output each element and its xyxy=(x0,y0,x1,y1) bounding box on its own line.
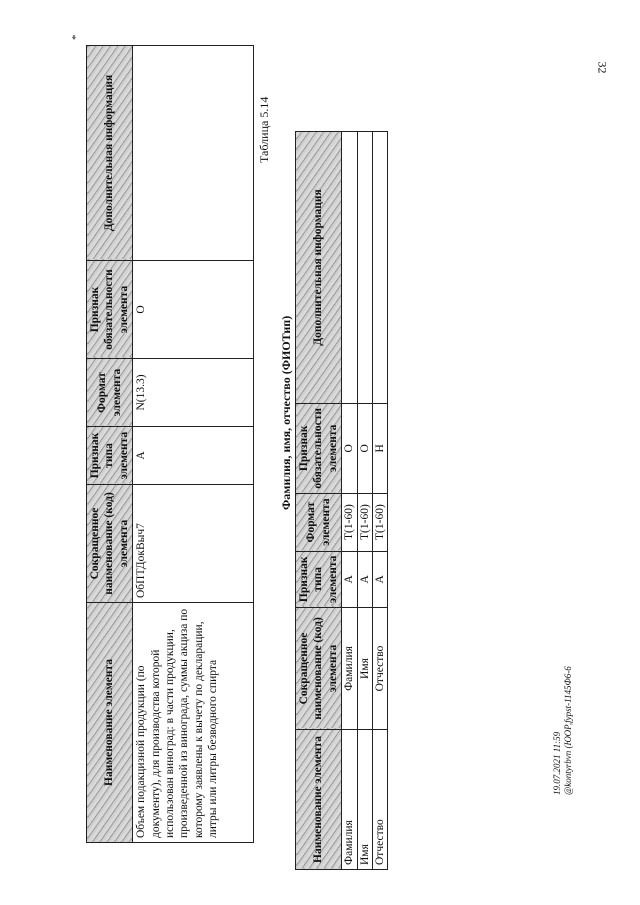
header-cell: Дополнительная информация xyxy=(296,132,342,404)
header-cell: Сокращенное наименование (код) элемента xyxy=(296,608,342,730)
table-cell xyxy=(357,132,372,404)
table-cell: Имя xyxy=(357,730,372,870)
section-title: Фамилия, имя, отчество (ФИОТип) xyxy=(279,315,293,510)
table-cell: Отчество xyxy=(372,730,387,870)
table-cell xyxy=(342,132,357,404)
stamp-line: @kontyrbvn (ЮОР,fypst-1145Ф6-6 xyxy=(562,666,573,795)
header-cell: Наименование элемента xyxy=(296,730,342,870)
table-row xyxy=(372,132,387,870)
table-cell: А xyxy=(372,551,387,607)
table-cell: А xyxy=(357,551,372,607)
table-cell: Н xyxy=(372,404,387,494)
table-cell: T(1-60) xyxy=(342,493,357,551)
header-cell: Формат элемента xyxy=(296,493,342,551)
header-cell: Сокращенное наименование (код) элемента xyxy=(87,485,133,603)
header-cell: Признак типа элемента xyxy=(296,551,342,607)
header-cell: Признак обязательности элемента xyxy=(87,261,133,359)
table-row xyxy=(133,46,254,843)
signature-stamp xyxy=(552,666,574,795)
table-cell: ОбПТДокВыч7 xyxy=(133,485,254,603)
table-cell: Имя xyxy=(357,608,372,730)
table-cell: Фамилия xyxy=(342,730,357,870)
element-table-1 xyxy=(86,45,254,843)
header-cell: Формат элемента xyxy=(87,359,133,427)
table-cell: Отчество xyxy=(372,608,387,730)
header-cell: Признак обязательности элемента xyxy=(296,404,342,494)
header-cell: Наименование элемента xyxy=(87,603,133,843)
table-cell: О xyxy=(357,404,372,494)
table-header-row xyxy=(87,46,133,843)
table-cell xyxy=(133,46,254,261)
table-cell: T(1-60) xyxy=(357,493,372,551)
table-cell: Фамилия xyxy=(342,608,357,730)
table-cell xyxy=(372,132,387,404)
table-cell: А xyxy=(133,427,254,485)
table-cell: T(1-60) xyxy=(372,493,387,551)
table-cell: N(13.3) xyxy=(133,359,254,427)
header-cell: Дополнительная информация xyxy=(87,46,133,261)
element-table-2 xyxy=(295,131,388,870)
table-cell: А xyxy=(342,551,357,607)
stamp-line: 19.07.2021 11:59 xyxy=(552,731,562,795)
table-row xyxy=(357,132,372,870)
pen-mark: * xyxy=(70,34,82,40)
table-header-row xyxy=(296,132,342,870)
header-cell: Признак типа элемента xyxy=(87,427,133,485)
table-cell: О xyxy=(133,261,254,359)
table-cell: О xyxy=(342,404,357,494)
table-label: Таблица 5.14 xyxy=(257,96,271,163)
table-row xyxy=(342,132,357,870)
table-cell: Объем подакцизной продукции (по документу), для производства которой использован виноград: в части продукции, произведенной из винограда, суммы акциза по которому заявлены к вычету по декларации, литры или литры безводного спирта xyxy=(133,603,254,843)
page-number: 32 xyxy=(595,61,610,74)
